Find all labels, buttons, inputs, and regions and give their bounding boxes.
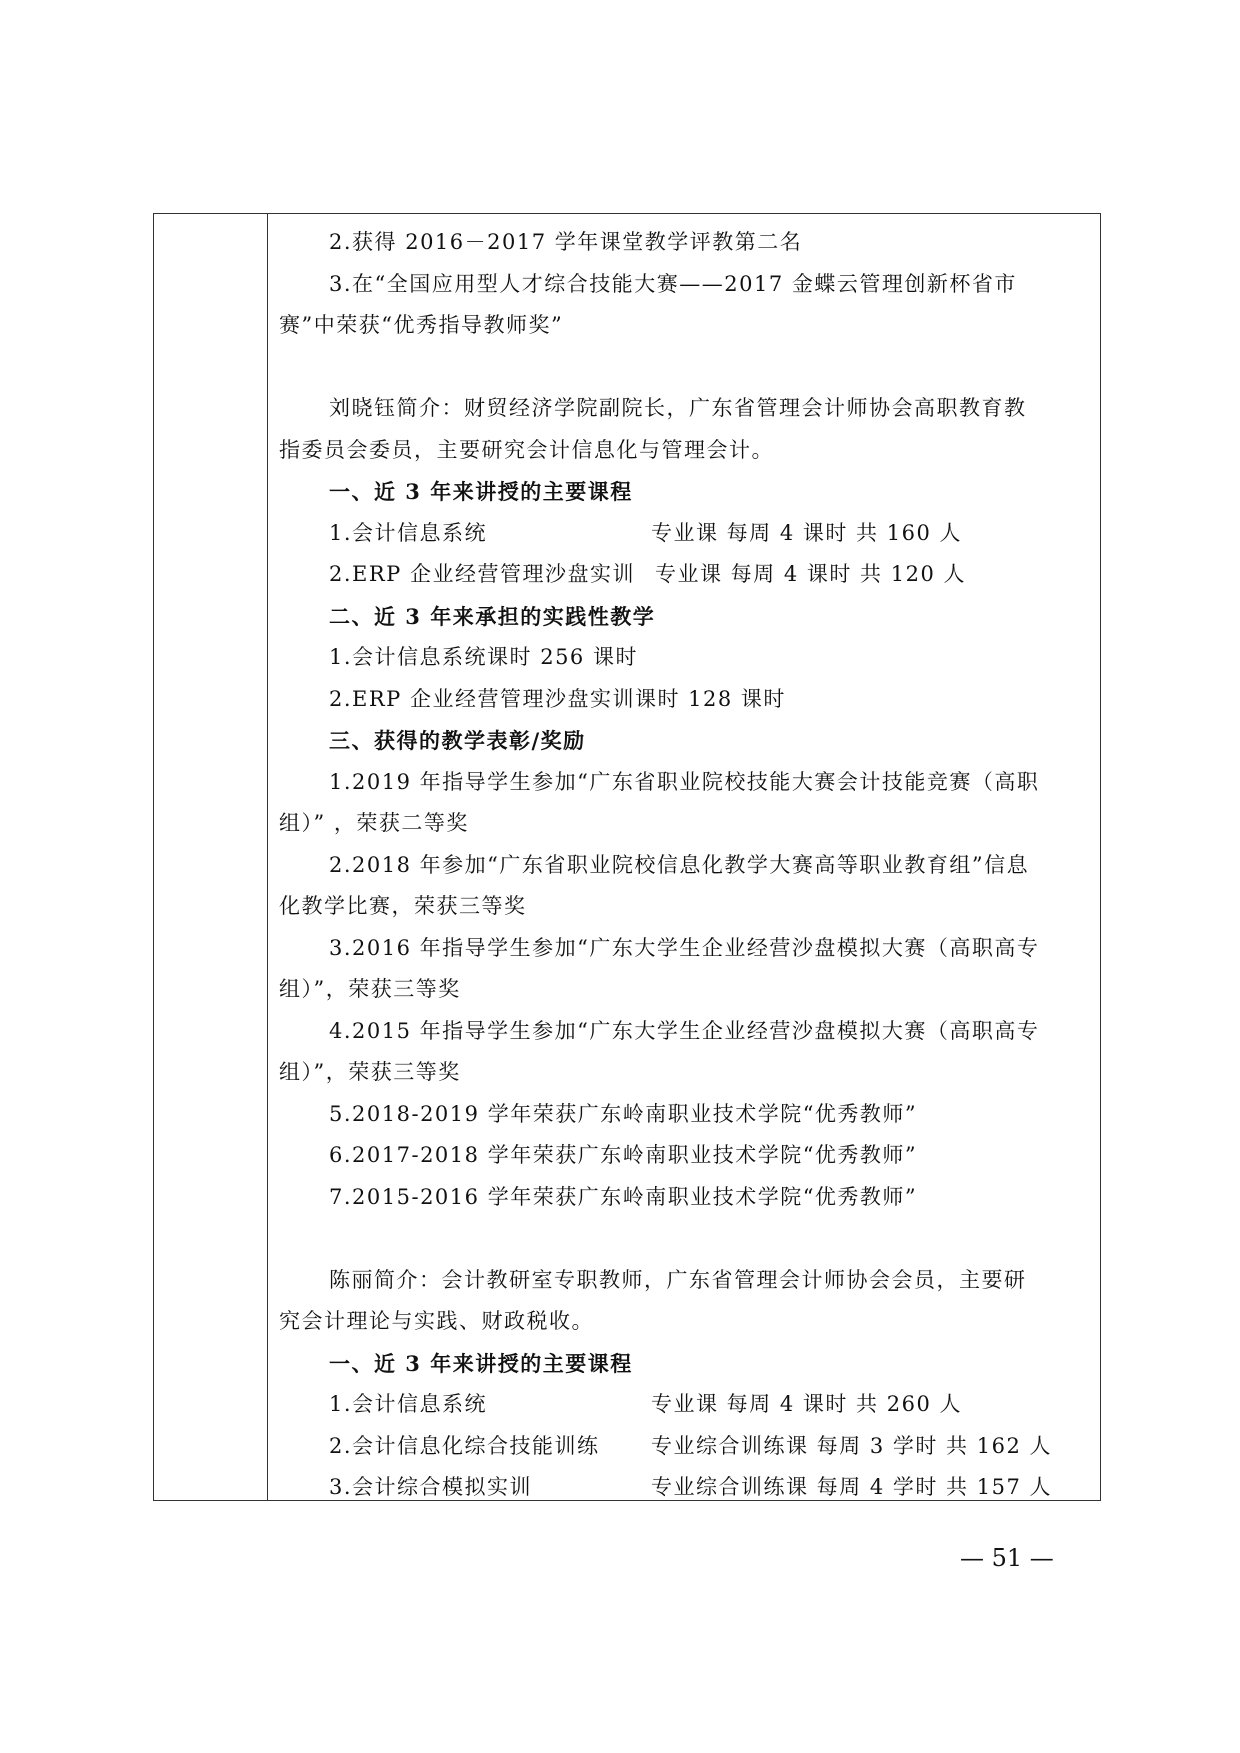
course-name: 2.ERP 企业经营管理沙盘实训 xyxy=(329,562,635,586)
chen-section-courses-title: 一、近 3 年来讲授的主要课程 xyxy=(329,1350,633,1376)
chen-intro: 陈丽简介：会计教研室专职教师，广东省管理会计师协会会员，主要研 xyxy=(329,1267,1027,1292)
chen-course-row xyxy=(279,1426,1091,1468)
course-detail: 专业课 每周 4 课时 共 160 人 xyxy=(651,520,962,545)
chen-intro-cont: 究会计理论与实践、财政税收。 xyxy=(279,1309,594,1333)
spacer xyxy=(279,347,1091,389)
liu-intro: 刘晓钰简介：财贸经济学院副院长，广东省管理会计师协会高职教育教 xyxy=(329,396,1027,420)
chen-course-row xyxy=(279,1467,1091,1509)
award-item-3: 3.在“全国应用型人才综合技能大赛——2017 金蝶云管理创新杯省市 xyxy=(329,271,1017,296)
liu-section-courses-title: 一、近 3 年来讲授的主要课程 xyxy=(329,479,633,504)
course-name: 2.会计信息化综合技能训练 xyxy=(329,1433,600,1458)
left-label-column xyxy=(154,214,268,1500)
liu-practice-item: 2.ERP 企业经营管理沙盘实训课时 128 课时 xyxy=(329,686,786,711)
course-detail: 专业课 每周 4 课时 共 120 人 xyxy=(654,562,966,586)
liu-practice-item: 1.会计信息系统课时 256 课时 xyxy=(329,645,638,669)
liu-award-item: 4.2015 年指导学生参加“广东大学生企业经营沙盘模拟大赛（高职高专 xyxy=(329,1018,1040,1043)
liu-course-row xyxy=(279,554,1091,596)
liu-section-practice-title: 二、近 3 年来承担的实践性教学 xyxy=(329,603,656,629)
course-name: 3.会计综合模拟实训 xyxy=(329,1475,533,1499)
chen-course-row xyxy=(279,1384,1091,1426)
liu-award-item: 1.2019 年指导学生参加“广东省职业院校技能大赛会计技能竞赛（高职 xyxy=(329,769,1040,794)
liu-intro-cont: 指委员会委员，主要研究会计信息化与管理会计。 xyxy=(279,437,774,462)
course-detail: 专业课 每周 4 课时 共 260 人 xyxy=(651,1392,962,1416)
liu-award-item: 7.2015-2016 学年荣获广东岭南职业技术学院“优秀教师” xyxy=(329,1184,918,1209)
table-frame xyxy=(153,213,1101,1501)
liu-section-awards-title: 三、获得的教学表彰/奖励 xyxy=(329,728,586,753)
spacer xyxy=(279,1218,1091,1260)
liu-award-item-cont: 组）”，荣获三等奖 xyxy=(279,1060,461,1084)
liu-award-item: 3.2016 年指导学生参加“广东大学生企业经营沙盘模拟大赛（高职高专 xyxy=(329,935,1040,960)
page-number: — 51 — xyxy=(960,1544,1054,1572)
liu-award-item-cont: 组）” ，荣获二等奖 xyxy=(279,811,469,835)
liu-course-row xyxy=(279,513,1091,555)
liu-award-item: 6.2017-2018 学年荣获广东岭南职业技术学院“优秀教师” xyxy=(329,1143,918,1167)
liu-award-item: 2.2018 年参加“广东省职业院校信息化教学大赛高等职业教育组”信息 xyxy=(329,852,1030,877)
course-name: 1.会计信息系统 xyxy=(329,520,488,545)
liu-award-item-cont: 化教学比赛，荣获三等奖 xyxy=(279,894,527,918)
liu-award-item: 5.2018-2019 学年荣获广东岭南职业技术学院“优秀教师” xyxy=(329,1101,918,1126)
course-name: 1.会计信息系统 xyxy=(329,1392,488,1416)
course-detail: 专业综合训练课 每周 3 学时 共 162 人 xyxy=(651,1433,1052,1458)
award-item-2: 2.获得 2016－2017 学年课堂教学评教第二名 xyxy=(329,230,803,254)
content-cell xyxy=(279,222,1091,1509)
course-detail: 专业综合训练课 每周 4 学时 共 157 人 xyxy=(651,1475,1052,1499)
liu-award-item-cont: 组）”，荣获三等奖 xyxy=(279,977,461,1001)
award-item-3-cont: 赛”中荣获“优秀指导教师奖” xyxy=(279,313,564,337)
